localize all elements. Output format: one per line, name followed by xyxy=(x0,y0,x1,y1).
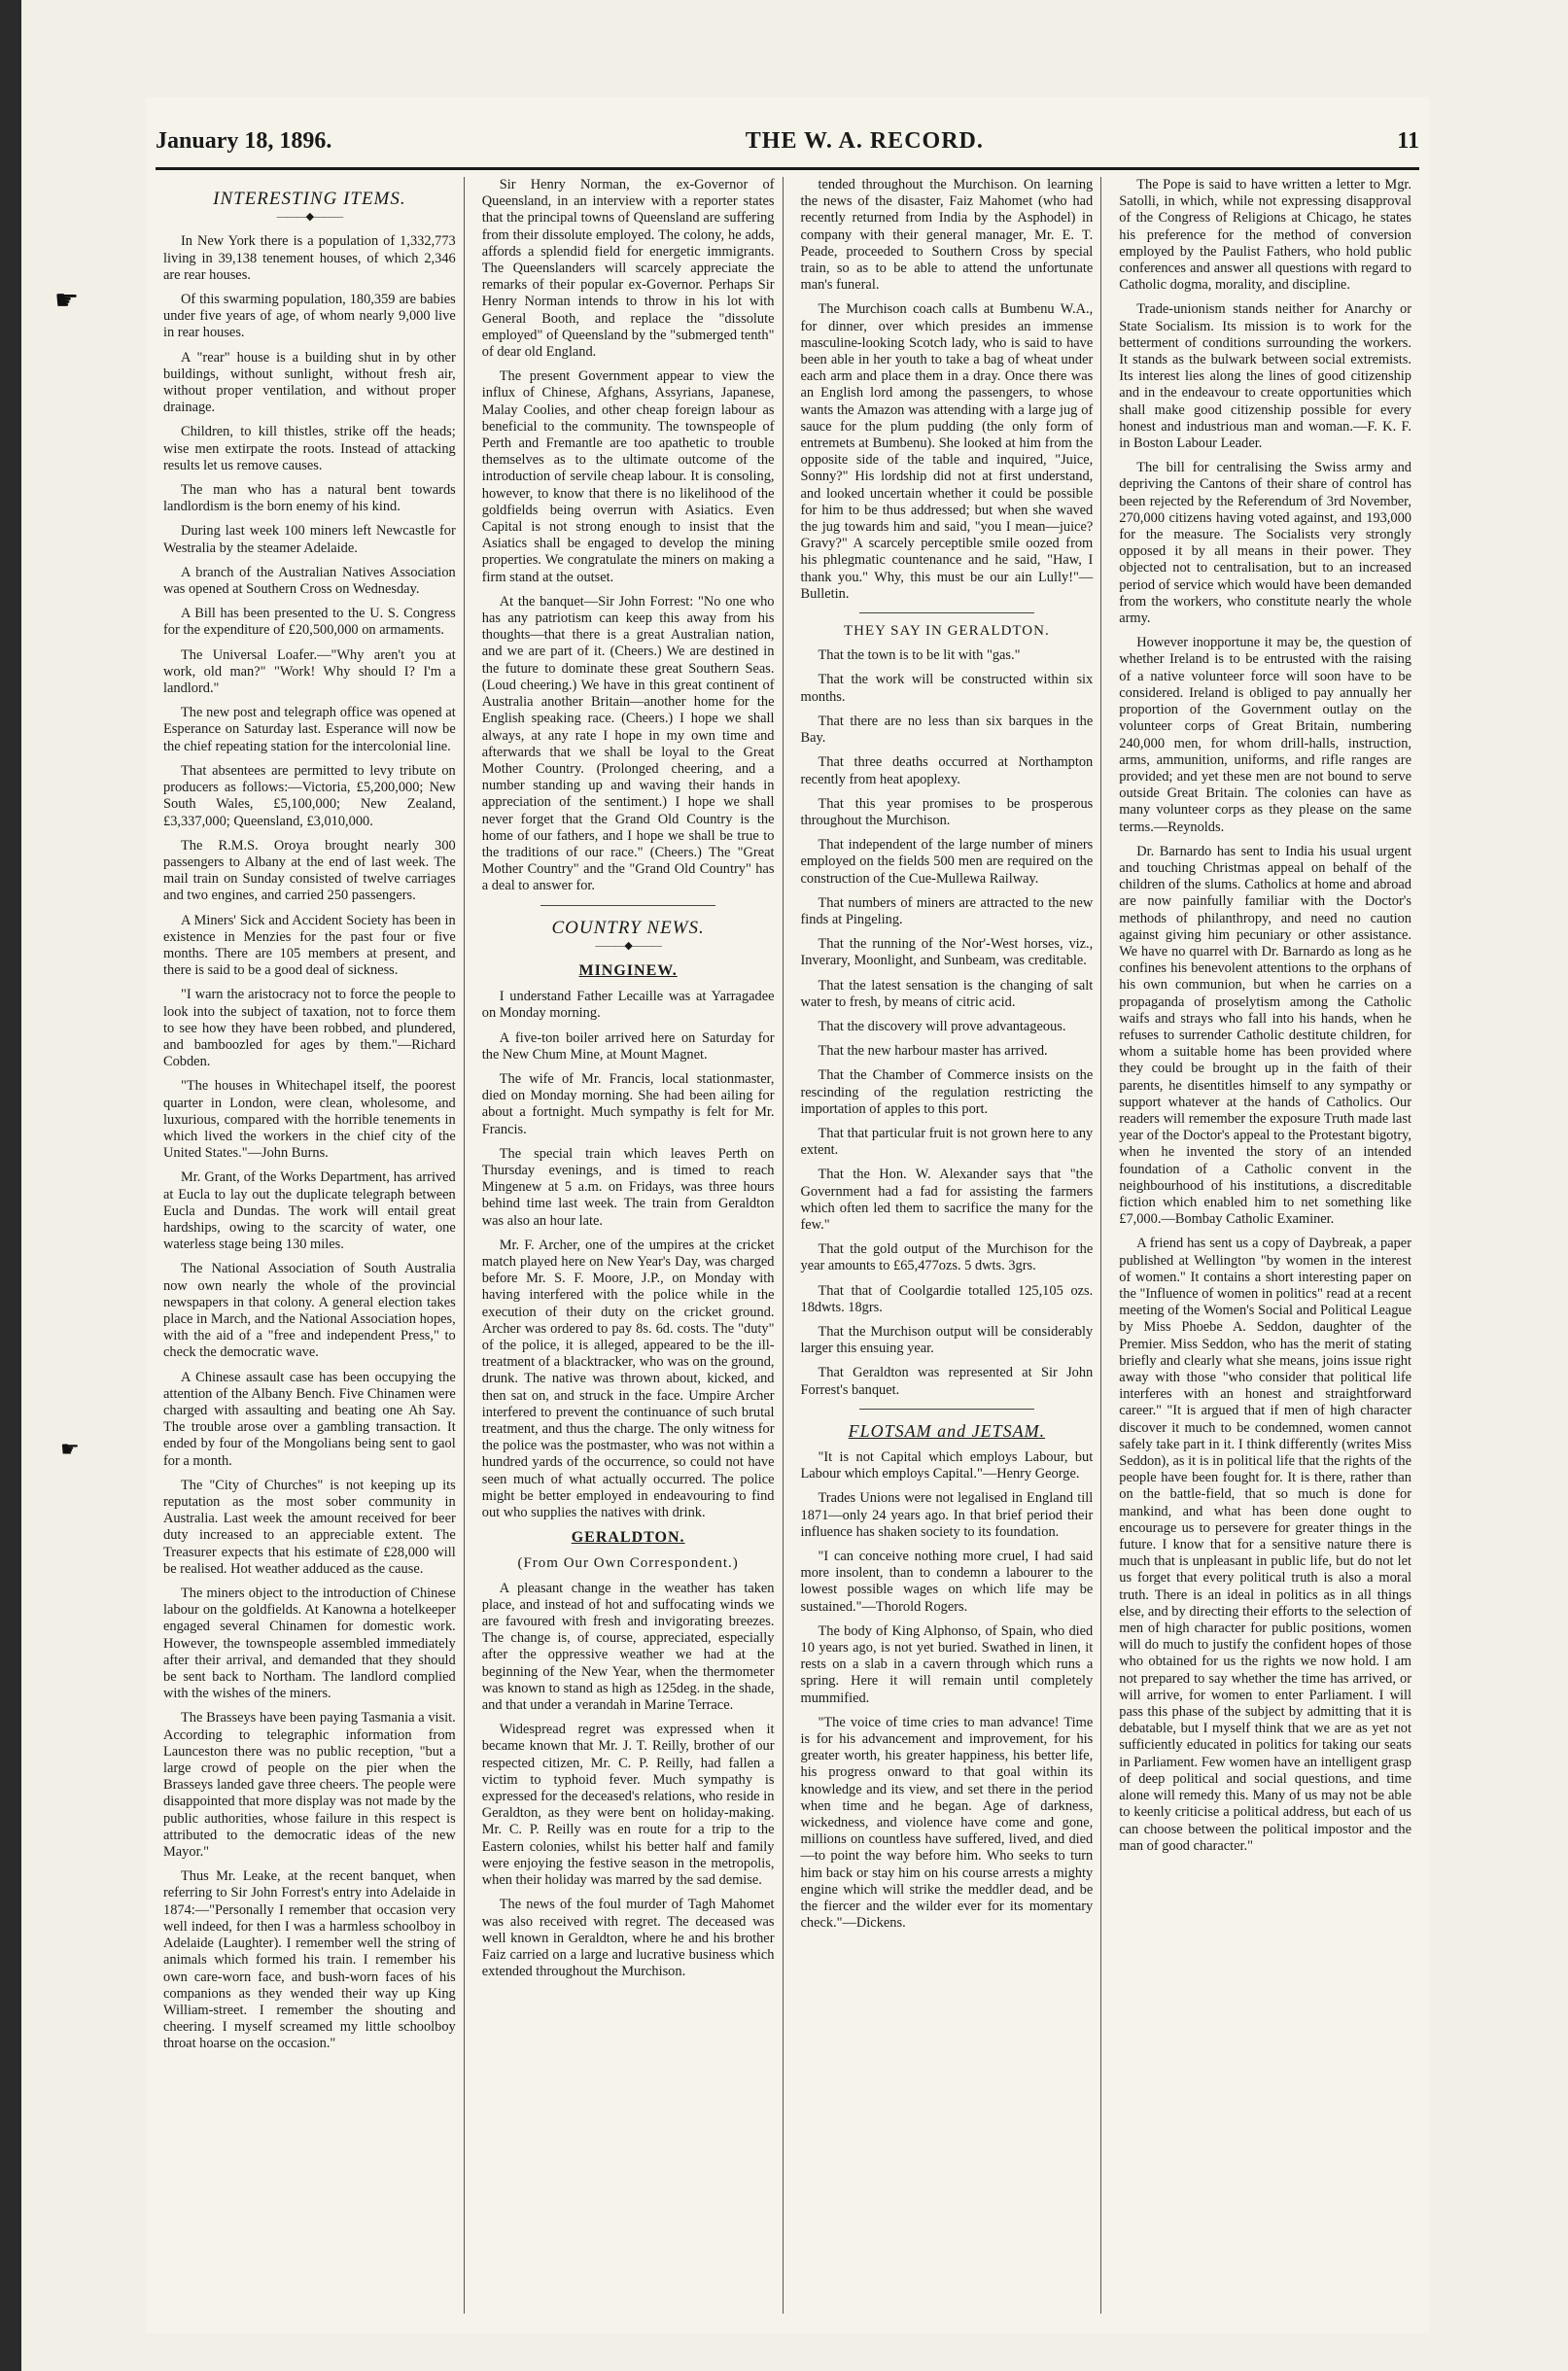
subheading-geraldton: GERALDTON. xyxy=(571,1529,685,1547)
subheading-minginew: MINGINEW. xyxy=(578,961,678,979)
masthead xyxy=(156,117,1419,165)
column-1 xyxy=(156,177,465,2314)
article-paragraph: A five-ton boiler arrived here on Saturday for the New Chum Mine, at Mount Magnet. xyxy=(481,1029,775,1063)
article-paragraph: Dr. Barnardo has sent to India his usual urgent and touching Christmas appeal on behalf of the children of the slums. Catholics at home and abroad are now painfully familiar with the Doctor's methods of philanthropy, and need no caution against giving him pecuniary or other assistance. We have no quarrel with Dr. Barnardo as long as he confines his benevolent attentions to the orphans of his own communion, but when he carries on a propaganda of proselytism among the Catholic waifs and strays who fall into his hands, when he refuses to surrender Catholic destitute children, for whom a suitable home has been provided where they could be brought up in the faith of their parents, he disentitles himself to any sympathy or support whatever at the hands of Catholics. Our readers will remember the exposure Truth made last year of the Doctor's appeal to the Protestant bigotry, when he invented the story of an intended foundation of a Catholic convent in the neighbourhood of his institutions, a discreditable fiction which enabled him to net something like £7,000.—Bombay Catholic Examiner. xyxy=(1119,843,1411,1228)
article-paragraph: The new post and telegraph office was opened at Esperance on Saturday last. Esperance will now be the chief repeating station for the intercolonial line. xyxy=(163,705,456,754)
article-list xyxy=(801,647,1094,1399)
newspaper-page xyxy=(146,97,1429,2333)
divider xyxy=(859,612,1034,613)
section-heading-flotsam: FLOTSAM and JETSAM. xyxy=(848,1420,1046,1441)
article-paragraph: That the Murchison output will be considerably larger this ensuing year. xyxy=(800,1323,1094,1357)
article-paragraph: Trades Unions were not legalised in England till 1871—only 24 years ago. In that brief period their influence has shaken society to its foundation. xyxy=(800,1490,1094,1540)
divider xyxy=(540,905,715,906)
article-paragraph: That this year promises to be prosperous throughout the Murchison. xyxy=(800,795,1094,828)
article-paragraph: "The houses in Whitechapel itself, the poorest quarter in London, were clean, wholesome, and luxurious, compared with the horrible tenements in which lived the workers in the chief city of the United States."—John Burns. xyxy=(163,1078,456,1162)
article-paragraph: The bill for centralising the Swiss army and depriving the Cantons of their share of control has been rejected by the Referendum of 3rd November, 270,000 citizens having voted against, and 193,000 for the measure. The Socialists very strongly opposed it by all means in their power. They objected not to centralisation, but to an increased period of service which would have been demanded from the workers, who constitute nearly the whole army. xyxy=(1119,460,1411,627)
article-paragraph: The miners object to the introduction of Chinese labour on the goldfields. At Kanowna a hotelkeeper engaged several Chinamen for domestic work. However, the townspeople assembled immediately after their arrival, and demanded that they should be sent back to Northam. The landlord complied with the wishes of the miners. xyxy=(163,1586,456,1702)
article-paragraph: That there are no less than six barques in the Bay. xyxy=(800,713,1094,747)
article-paragraph: The Brasseys have been paying Tasmania a visit. According to telegraphic information from Launceston there was no public reception, "but a large crowd of people on the pier when the Brasseys landed gave three cheers. The people were disappointed that more display was not made by the public authorities, whose failure in this respect is attributed to the democratic ideas of the new Mayor." xyxy=(163,1710,456,1861)
article-paragraph: That numbers of miners are attracted to the new finds at Pingeling. xyxy=(800,894,1094,927)
article-paragraph: That the discovery will prove advantageous. xyxy=(818,1018,1066,1034)
scan-edge xyxy=(0,0,21,2371)
article-paragraph: The man who has a natural bent towards landlordism is the born enemy of his kind. xyxy=(163,482,456,515)
article-list xyxy=(482,1581,775,1981)
article-paragraph: In New York there is a population of 1,332,773 living in 39,138 tenement houses, of which 2,346 are rear houses. xyxy=(163,233,456,283)
article-paragraph: That that of Coolgardie totalled 125,105 ozs. 18dwts. 18grs. xyxy=(800,1282,1094,1315)
article-paragraph: Children, to kill thistles, strike off the heads; wise men extirpate the roots. Instead of attacking results let us remove causes. xyxy=(163,424,456,473)
article-paragraph: "I warn the aristocracy not to force the people to look into the subject of taxation, not to force them to see how they have been robbed, and plundered, and bamboozled for ages by them."—Richard Cobden. xyxy=(163,987,456,1070)
article-list xyxy=(482,989,775,1521)
column-4 xyxy=(1111,177,1419,2314)
article-paragraph: Of this swarming population, 180,359 are babies under five years of age, of whom nearly 9,000 live in rear houses. xyxy=(163,292,456,341)
article-list xyxy=(482,177,775,895)
byline: (From Our Own Correspondent.) xyxy=(517,1555,739,1572)
article-paragraph: That absentees are permitted to levy tribute on producers as follows:—Victoria, £5,200,000; New South Wales, £5,100,000; New Zealand, £3,337,000; Queensland, £3,010,000. xyxy=(163,762,456,829)
masthead-rule xyxy=(156,167,1419,170)
article-paragraph: That the running of the Nor'-West horses, viz., Inverary, Moonlight, and Sunbeam, was creditable. xyxy=(800,936,1094,969)
article-paragraph: A branch of the Australian Natives Association was opened at Southern Cross on Wednesday. xyxy=(163,564,456,598)
article-paragraph: The body of King Alphonso, of Spain, who died 10 years ago, is not yet buried. Swathed in linen, it rests on a slab in a cavern through which runs a spring. Here it will remain until completely mummified. xyxy=(800,1622,1094,1706)
article-paragraph: A Bill has been presented to the U. S. Congress for the expenditure of £20,500,000 on armaments. xyxy=(163,606,456,639)
article-paragraph: Trade-unionism stands neither for Anarchy or State Socialism. Its mission is to work for the betterment of conditions surrounding the workers. It stands as the bulwark between social extremists. Its interest lies along the lines of good citizenship and in the endeavour to create opportunities which shall make good citizenship possible for every honest and industrious man and woman.—F. K. F. in Boston Labour Leader. xyxy=(1119,301,1411,452)
article-paragraph: The wife of Mr. Francis, local stationmaster, died on Monday morning. She had been ailing for about a fortnight. Much sympathy is felt for Mr. Francis. xyxy=(481,1070,775,1137)
article-paragraph: The National Association of South Australia now own nearly the whole of the provincial newspapers in that colony. A general election takes place in March, and the National Association hopes, with the aid of a "free and independent Press," to check the democratic wave. xyxy=(163,1261,456,1361)
article-paragraph: The R.M.S. Oroya brought nearly 300 passengers to Albany at the end of last week. The mail train on Sunday consisted of twelve carriages and two engines, and carried 250 passengers. xyxy=(163,837,456,904)
article-paragraph: That the work will be constructed within six months. xyxy=(800,672,1094,705)
article-paragraph: That the latest sensation is the changing of salt water to fresh, by means of citric acid. xyxy=(800,977,1094,1010)
article-list xyxy=(801,1449,1094,1932)
article-paragraph: The special train which leaves Perth on Thursday evenings, and is timed to reach Mingenew at 5 a.m. on Fridays, was three hours behind time last week. The train from Geraldton was also an hour late. xyxy=(481,1145,775,1229)
article-paragraph: The Murchison coach calls at Bumbenu W.A., for dinner, over which presides an immense masculine-looking Scotch lady, who is said to have been able in her youth to take a bag of wheat under each arm and place them in a dray. Once there was an English lord among the passengers, to whose wants the Amazon was attending with a large jug of sauce for the plum pudding (the only form of entremets at Bumbenu). She looked at him from the opposite side of the table and inquired, "Juice, Sonny?" His lordship did not at first understand, and looked uncertain whether it could be possible for him to be thus addressed; but when she waved the jug towards him and said, "you I mean—juice? Gravy?" A scarcely perceptible smile oozed from his phlegmatic countenance and he said, "Haw, I thank you." Why, this must be our ain Lully!"—Bulletin. xyxy=(800,301,1094,602)
ornament-divider: ———◆——— xyxy=(595,939,661,952)
article-paragraph: That Geraldton was represented at Sir John Forrest's banquet. xyxy=(800,1365,1094,1398)
article-paragraph: That three deaths occurred at Northampton recently from heat apoplexy. xyxy=(800,754,1094,787)
section-heading-country-news: COUNTRY NEWS. xyxy=(551,917,705,938)
article-paragraph: "It is not Capital which employs Labour, but Labour which employs Capital."—Henry George. xyxy=(800,1449,1094,1482)
divider xyxy=(859,1409,1034,1410)
article-paragraph: That independent of the large number of miners employed on the fields 500 men are required on the construction of the Cue-Mullewa Railway. xyxy=(800,837,1094,887)
article-list xyxy=(163,233,456,2052)
article-paragraph: Sir Henry Norman, the ex-Governor of Queensland, in an interview with a reporter states that the principal towns of Queensland are suffering from their dissolute employed. The colony, he adds, affords a splendid field for energetic immigrants. The Queenslanders will scarcely appreciate the remarks of their popular ex-Governor. Perhaps Sir Henry Norman intends to throw in his lot with General Booth, and replace the "dissolute employed" of Queensland by the "submerged tenth" of dear old England. xyxy=(481,177,775,361)
article-paragraph: That the Chamber of Commerce insists on the rescinding of the regulation restricting the importation of apples to this port. xyxy=(800,1067,1094,1117)
section-heading-interesting-items: INTERESTING ITEMS. xyxy=(213,189,406,209)
column-3 xyxy=(793,177,1102,2314)
article-paragraph: The Pope is said to have written a letter to Mgr. Satolli, in which, while not expressing disapproval of the Congress of Religions at Chicago, he states his preference for the method of conversion employed by the Paulist Fathers, who hold public conferences and answer all questions with regard to Catholic dogma, morality, and discipline. xyxy=(1119,177,1411,294)
column-2 xyxy=(474,177,784,2314)
article-paragraph: That the gold output of the Murchison for the year amounts to £65,477ozs. 5 dwts. 3grs. xyxy=(800,1241,1094,1274)
article-paragraph: A Miners' Sick and Accident Society has been in existence in Menzies for the past four or five months. There are 105 members at present, and there is said to be a good deal of sickness. xyxy=(163,912,456,979)
pointing-hand-mark: ☛ xyxy=(54,286,80,316)
article-paragraph: That the town is to be lit with "gas." xyxy=(818,647,1021,664)
article-paragraph: Mr. Grant, of the Works Department, has arrived at Eucla to lay out the duplicate telegraph between Eucla and Dundas. The work will entail great hardships, owing to the scarcity of water, one waterless stage being 130 miles. xyxy=(163,1169,456,1253)
article-paragraph: That the Hon. W. Alexander says that "the Government had a fad for assisting the farmers which often led them to sacrifice the many for the few." xyxy=(800,1167,1094,1233)
columns xyxy=(156,177,1419,2314)
article-paragraph: tended throughout the Murchison. On learning the news of the disaster, Faiz Mahomet (who had recently returned from India by the Asphodel) in company with their general manager, Mr. E. T. Peade, proceeded to Southern Cross by special train, so as to be able to attend the unfortunate man's funeral. xyxy=(800,177,1094,294)
article-paragraph: A friend has sent us a copy of Daybreak, a paper published at Wellington "by women in the interest of women." It contains a short interesting paper on the "Influence of women in politics" read at a recent meeting of the Women's Social and Political League by Miss Phoebe A. Seddon, daughter of the Premier. Miss Seddon, who has the merit of stating briefly and clearly what she means, joins issue right away with those "who consider that political life interferes with an honest and straightforward career." "It is argued that if men of high character discover it much to be condemned, women cannot safely take part in it. I think differently (writes Miss Seddon), as it is in political life that the rights of the people have been fought for. It is there, rather than on the battle-field, that so much is done for mankind, and what has been done ought to encourage us to persevere for greater things in the future. I know that for a sensitive nature there is much that is unpleasant in public life, but do not let us forget that every political truth is also a moral truth. There is an ideal in politics as in all things else, and by directing their efforts to the selection of men of high character for public positions, women will do much to justify the confident hopes of those who obtained for us the rights we now hold. I am not prepared to say whether the time has arrived, or will arrive, for women to enter Parliament. I will pass this phase of the subject by admitting that it is debatable, but I myself think that we are as yet not sufficiently educated in politics for taking our seats in Parliament. Few women have an intelligent grasp of deep political and social questions, and time alone will remedy this. Many of us may not be able to keenly criticise a political address, but each of us can choose between the political impostor and the man of good character." xyxy=(1119,1236,1411,1854)
article-paragraph: Widespread regret was expressed when it became known that Mr. J. T. Reilly, brother of our respected citizen, Mr. C. P. Reilly, had fallen a victim to typhoid fever. Much sympathy is expressed for the deceased's relations, who reside in Geraldton, as they were bent on holiday-making. Mr. C. P. Reilly was en route for a trip to the Eastern colonies, whilst his better half and family were enjoying the festive season in the metropolis, when their holiday was marred by the sad demise. xyxy=(481,1722,775,1889)
issue-date: January 18, 1896. xyxy=(156,127,332,154)
article-list xyxy=(1119,177,1411,1855)
article-paragraph: However inopportune it may be, the question of whether Ireland is to be entrusted with the raising of a native volunteer force will soon have to be considered. Ireland is obliged to pay annually her proportion of the Government outlay on the volunteer corps of Great Britain, numbering 240,000 men, for whom drill-halls, instruction, arms, ammunition, uniforms, and rifle ranges are provided; and yet these men are not bound to serve outside Great Britain. The colonies can have as many volunteer corps as they please on the same terms.—Reynolds. xyxy=(1119,635,1411,835)
article-paragraph: That that particular fruit is not grown here to any extent. xyxy=(800,1125,1094,1159)
article-paragraph: A "rear" house is a building shut in by other buildings, without sunlight, without fresh air, without proper ventilation, and without proper drainage. xyxy=(163,349,456,416)
article-paragraph: Mr. F. Archer, one of the umpires at the cricket match played here on New Year's Day, was charged before Mr. S. F. Moore, J.P., on Monday with having interfered with the police while in the execution of their duty on the cricket ground. Archer was ordered to pay 8s. 6d. costs. The "duty" of the police, it is alleged, appeared to be the ill-treatment of a blacktracker, who was on the ground, drunk. The native was thrown about, kicked, and then sat on, and struck in the face. Umpire Archer interfered to prevent the continuance of such brutal treatment, and thus the charge. The only witness for the police was the postmaster, who was not within a hundred yards of the occurrence, so could not have seen much of what actually occurred. The police might be better employed in endeavouring to find out who supplies the natives with drink. xyxy=(481,1237,775,1521)
article-paragraph: The Universal Loafer.—"Why aren't you at work, old man?" "Work! Why should I? I'm a landlord." xyxy=(163,646,456,697)
section-heading-they-say: THEY SAY IN GERALDTON. xyxy=(844,623,1050,640)
ornament-divider: ———◆——— xyxy=(276,211,343,224)
article-paragraph: Thus Mr. Leake, at the recent banquet, when referring to Sir John Forrest's entry into Adelaide in 1874:—"Personally I remember that occasion very well indeed, for then I was a harmless schoolboy in Adelaide (Laughter). I remember well the string of animals which formed his train. I remember his own care-worn face, and bush-worn faces of his companions as they wended their way up King William-street. I remember the shouting and cheering. I myself screamed my little schoolboy throat hoarse on the occasion." xyxy=(163,1868,456,2052)
article-list xyxy=(801,177,1094,603)
article-paragraph: That the new harbour master has arrived. xyxy=(818,1043,1048,1060)
article-paragraph: A pleasant change in the weather has taken place, and instead of hot and suffocating winds we are favoured with fresh and invigorating breezes. The change is, of course, appreciated, especially after the oppressive weather we had at the beginning of the New Year, when the thermometer was known to stand as high as 125deg. in the shade, and that under a verandah in Marine Terrace. xyxy=(481,1580,775,1714)
article-paragraph: During last week 100 miners left Newcastle for Westralia by the steamer Adelaide. xyxy=(163,523,456,556)
article-paragraph: "The voice of time cries to man advance! Time is for his advancement and improvement, for his greater worth, his greater happiness, his better life, his progress onward to that goal within its knowledge and its view, and set there in the period when time and he began. Age of darkness, wickedness, and violence have come and gone, millions on countless have suffered, lived, and died—to point the way before him. Who seeks to turn him back or stay him on his course arrests a mighty engine which will strike the meddler dead, and be the fiercer and the wilder ever for its momentary check."—Dickens. xyxy=(800,1714,1094,1932)
article-paragraph: I understand Father Lecaille was at Yarragadee on Monday morning. xyxy=(481,989,775,1022)
newspaper-title: THE W. A. RECORD. xyxy=(745,127,984,154)
article-paragraph: "I can conceive nothing more cruel, I had said more insolent, than to condemn a labourer to the lowest possible wages on which life may be sustained."—Thorold Rogers. xyxy=(800,1549,1094,1615)
article-paragraph: A Chinese assault case has been occupying the attention of the Albany Bench. Five Chinamen were charged with assaulting and beating one Ah Say. The trouble arose over a gambling transaction. It ended by four of the Mongolians being sent to gaol for a month. xyxy=(163,1369,456,1469)
article-paragraph: The present Government appear to view the influx of Chinese, Afghans, Assyrians, Japanese, Malay Coolies, and other cheap foreign labour as beneficial to the community. The townspeople of Perth and Fremantle are too apathetic to trouble themselves as to the ultimate outcome of the introduction of servile cheap labour. It is consoling, however, to know that there is no likelihood of the goldfields being overrun with Asiatics. Even Capital is not strong enough to insist that the Asiatics shall be engaged to develop the mining properties. We congratulate the miners on making a firm stand at the outset. xyxy=(481,368,775,585)
article-paragraph: At the banquet—Sir John Forrest: "No one who has any patriotism can keep this away from his thoughts—that there is a great Australian nation, and we are part of it. (Cheers.) We are destined in the future to dominate these great Southern Seas. (Loud cheering.) We have in this great continent of Australia another Britain—another home for the English speaking race. (Cheers.) I hope we shall always, at any rate I hope in my own time and afterwards that we shall be loyal to the Great Mother Country. (Prolonged cheering, and a number standing up and waving their hands in appreciation of the sentiment.) I hope we shall never forget that the Grand Old Country is the home of our fathers, and I hope we shall be true to the traditions of our race." (Cheers.) The "Great Mother Country" and the "Grand Old Country" has a deal to answer for. xyxy=(481,593,775,894)
article-paragraph: The news of the foul murder of Tagh Mahomet was also received with regret. The deceased was well known in Geraldton, where he and his brother Faiz carried on a large and lucrative business which extended throughout the Murchison. xyxy=(481,1897,775,1980)
page-number: 11 xyxy=(1397,127,1419,154)
article-paragraph: The "City of Churches" is not keeping up its reputation as the most sober community in Australia. Last week the amount received for beer duty increased to an appreciable extent. The Treasurer expects that his estimate of £28,000 will be realised. Hot weather adduced as the cause. xyxy=(163,1477,456,1577)
pointing-hand-mark: ☛ xyxy=(60,1437,80,1461)
